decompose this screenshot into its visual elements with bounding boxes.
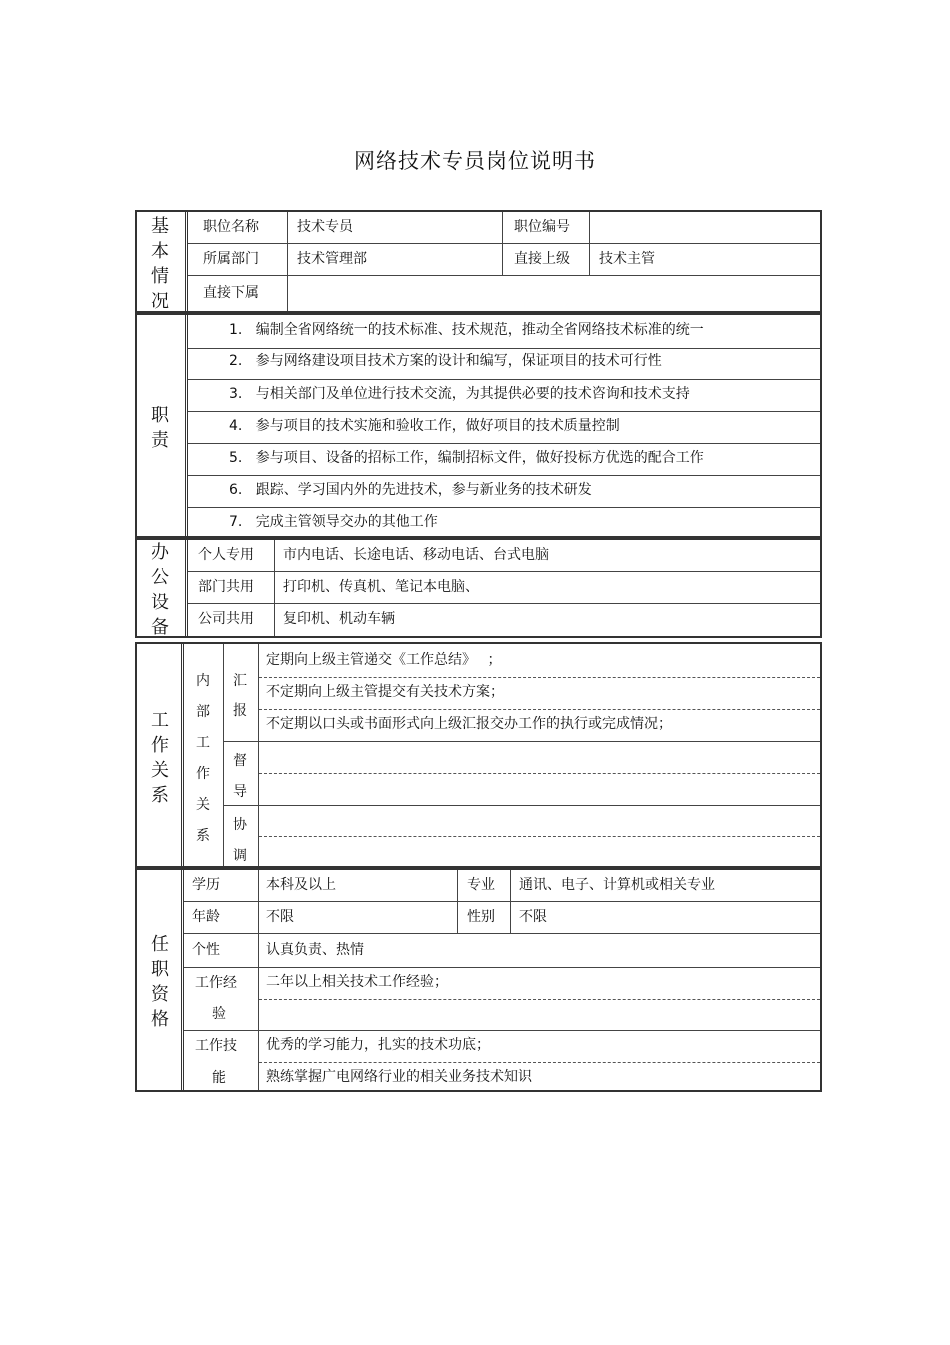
report-label: 汇 报 (233, 673, 247, 719)
equipment-row-value: 市内电话、长途电话、移动电话、台式电脑 (283, 547, 549, 563)
equipment-row-label: 部门共用 (198, 579, 254, 595)
department-value: 技术管理部 (297, 251, 367, 267)
age-label: 年龄 (192, 909, 220, 925)
supervise-label: 督 导 (233, 753, 247, 800)
gender-value: 不限 (519, 909, 547, 925)
report-item: 定期向上级主管递交《工作总结》 ； (266, 652, 502, 668)
gender-label: 性别 (467, 909, 495, 925)
duty-item: 5. 参与项目、设备的招标工作，编制招标文件，做好投标方优选的配合工作 (229, 450, 704, 466)
position-name-label: 职位名称 (203, 219, 259, 235)
equipment-row-value: 复印机、机动车辆 (283, 611, 395, 627)
duties-label: 职 责 (151, 405, 169, 451)
major-label: 专业 (467, 877, 495, 893)
internal-relations-label: 内 部 工 作 关 系 (196, 673, 210, 844)
duty-item: 2. 参与网络建设项目技术方案的设计和编写，保证项目的技术可行性 (229, 353, 662, 369)
education-value: 本科及以上 (266, 877, 336, 893)
equipment-row-value: 打印机、传真机、笔记本电脑、 (283, 579, 479, 595)
equipment-label: 办 公 设 备 (151, 542, 169, 638)
position-code-label: 职位编号 (514, 219, 570, 235)
age-value: 不限 (266, 909, 294, 925)
equipment-section (135, 538, 822, 638)
position-name-value: 技术专员 (297, 219, 353, 235)
duty-item: 3. 与相关部门及单位进行技术交流，为其提供必要的技术咨询和技术支持 (229, 386, 690, 402)
qualifications-section (135, 868, 822, 1092)
skills-value: 优秀的学习能力，扎实的技术功底； (266, 1037, 490, 1053)
duty-item: 6. 跟踪、学习国内外的先进技术，参与新业务的技术研发 (229, 482, 592, 498)
major-value: 通讯、电子、计算机或相关专业 (519, 877, 715, 893)
basic-info-label: 基 本 情 况 (151, 216, 169, 312)
equipment-row-label: 个人专用 (198, 547, 254, 563)
relations-label: 工 作 关 系 (151, 710, 169, 806)
relations-section (135, 642, 822, 868)
personality-label: 个性 (192, 942, 220, 958)
qualifications-label: 任 职 资 格 (151, 934, 169, 1030)
department-label: 所属部门 (203, 251, 259, 267)
basic-info-section (135, 210, 822, 313)
experience-value: 二年以上相关技术工作经验； (266, 974, 448, 990)
skills-label: 工作技 (195, 1038, 237, 1054)
experience-label: 工作经 (195, 975, 237, 991)
education-label: 学历 (192, 877, 220, 893)
duties-section (135, 313, 822, 538)
skills-label-cont: 能 (212, 1070, 226, 1086)
experience-label-cont: 验 (212, 1006, 226, 1022)
equipment-row-label: 公司共用 (198, 611, 254, 627)
subordinate-label: 直接下属 (203, 285, 259, 301)
duty-item: 4. 参与项目的技术实施和验收工作，做好项目的技术质量控制 (229, 418, 620, 434)
report-item: 不定期以口头或书面形式向上级汇报交办工作的执行或完成情况； (266, 716, 672, 732)
superior-value: 技术主管 (599, 251, 655, 267)
report-item: 不定期向上级主管提交有关技术方案； (266, 684, 504, 700)
superior-label: 直接上级 (514, 251, 570, 267)
coordinate-label: 协 调 (233, 817, 247, 864)
skills-value: 熟练掌握广电网络行业的相关业务技术知识 (266, 1069, 532, 1085)
duty-item: 1. 编制全省网络统一的技术标准、技术规范，推动全省网络技术标准的统一 (229, 322, 704, 338)
personality-value: 认真负责、热情 (266, 942, 364, 958)
page-title: 网络技术专员岗位说明书 (354, 149, 596, 173)
duty-item: 7. 完成主管领导交办的其他工作 (229, 514, 438, 530)
